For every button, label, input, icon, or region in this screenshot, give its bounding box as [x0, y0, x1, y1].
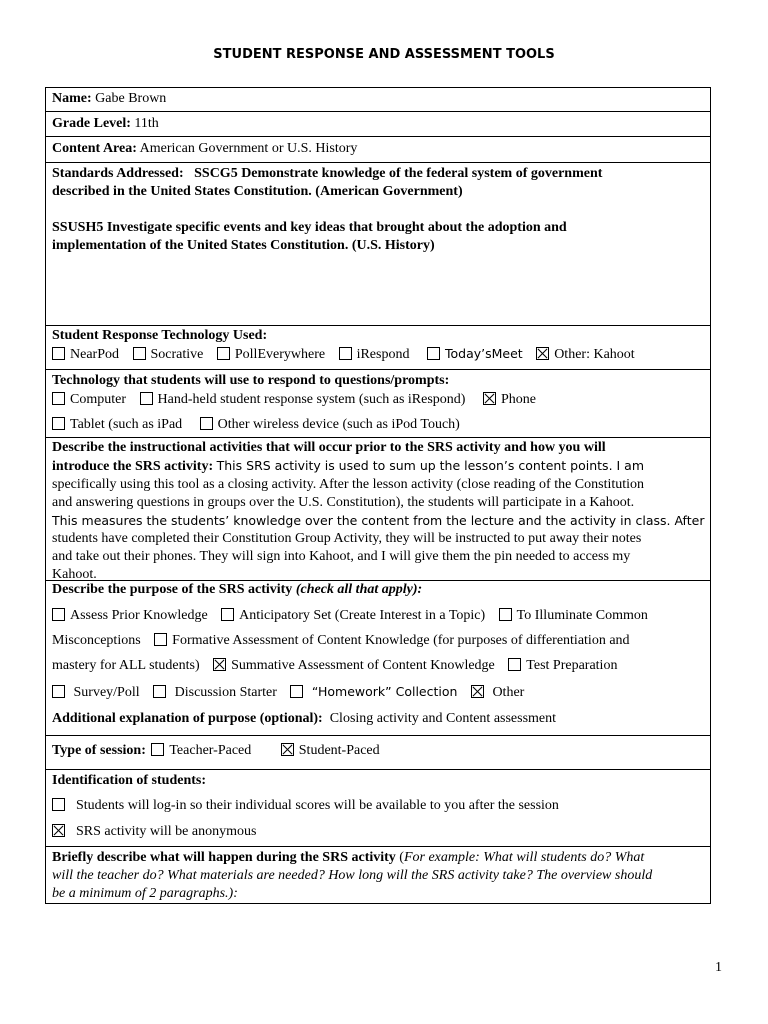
describe-text-1: For example: What will students do? What	[403, 850, 645, 865]
srt-row	[46, 326, 710, 370]
purpose-option-test-prep[interactable]: Test Preparation	[508, 658, 617, 673]
grade-row	[46, 112, 710, 137]
document-title: STUDENT RESPONSE AND ASSESSMENT TOOLS	[213, 47, 555, 62]
content-area-value: American Government or U.S. History	[139, 141, 358, 156]
checkbox[interactable]	[427, 347, 440, 360]
instruction-text-1: This SRS activity is used to sum up the lesson’s content points. I am	[216, 458, 645, 473]
purpose-label-note: (check all that apply):	[295, 582, 423, 597]
srt-option-nearpod[interactable]: NearPod	[52, 347, 119, 362]
checkbox[interactable]	[217, 347, 230, 360]
purpose-option-discussion[interactable]: Discussion Starter	[174, 685, 277, 700]
purpose-option-prior-knowledge[interactable]: Assess Prior Knowledge	[52, 608, 208, 623]
srt-option-socrative[interactable]: Socrative	[133, 347, 204, 362]
checkbox[interactable]	[52, 347, 65, 360]
page-number: 1	[715, 960, 722, 975]
tech-option-other-wireless[interactable]: Other wireless device (such as iPod Touch)	[200, 417, 460, 432]
additional-purpose-label: Additional explanation of purpose (optional):	[52, 711, 323, 726]
session-row	[46, 736, 710, 770]
standards-line-3: SSUSH5 Investigate specific events and key ideas that brought about the adoption and	[52, 220, 567, 235]
name-row	[46, 88, 710, 112]
checkbox[interactable]	[52, 608, 65, 621]
grade-value: 11th	[134, 116, 159, 131]
instruction-text-5: students have completed their Constitution Group Activity, they will be instructed to put away their notes	[52, 531, 642, 546]
checkbox[interactable]	[52, 685, 65, 698]
assessment-form	[45, 87, 711, 904]
instruction-row	[46, 438, 710, 581]
describe-open-paren: (	[399, 850, 404, 865]
tech-option-phone[interactable]: Phone	[483, 392, 536, 407]
checkbox-checked[interactable]	[281, 743, 294, 756]
srt-option-polleverywhere[interactable]: PollEverywhere	[217, 347, 325, 362]
tech-label: Technology that students will use to respond to questions/prompts:	[52, 373, 450, 388]
content-area-row	[46, 137, 710, 163]
name-label: Name:	[52, 91, 92, 106]
identification-option-anonymous[interactable]: SRS activity will be anonymous	[76, 824, 257, 839]
standards-row	[46, 163, 710, 326]
purpose-option-survey[interactable]: Survey/Poll	[73, 685, 140, 700]
additional-purpose-value: Closing activity and Content assessment	[329, 711, 557, 726]
checkbox[interactable]	[52, 798, 65, 811]
checkbox[interactable]	[290, 685, 303, 698]
checkbox[interactable]	[499, 608, 512, 621]
describe-text-3: be a minimum of 2 paragraphs.):	[52, 886, 238, 901]
checkbox-checked[interactable]	[471, 685, 484, 698]
standards-line-1: SSCG5 Demonstrate knowledge of the federal system of government	[194, 166, 603, 181]
standards-label: Standards Addressed:	[52, 166, 184, 181]
checkbox[interactable]	[140, 392, 153, 405]
checkbox[interactable]	[339, 347, 352, 360]
purpose-row	[46, 581, 710, 736]
describe-text-2: will the teacher do? What materials are needed? How long will the SRS activity take? The overview should	[52, 868, 653, 883]
instruction-label-1: Describe the instructional activities that will occur prior to the SRS activity and how you will	[52, 440, 606, 455]
instruction-text-3: and answering questions in groups over the U.S. Constitution), the students will participate in a Kahoot.	[52, 495, 635, 510]
instruction-text-2: specifically using this tool as a closing activity. After the lesson activity (close reading of the Constitution	[52, 477, 645, 492]
instruction-text-4: This measures the students’ knowledge over the content from the lecture and the activity in class. After	[52, 513, 705, 528]
describe-label: Briefly describe what will happen during the SRS activity	[52, 850, 396, 865]
srt-label: Student Response Technology Used:	[52, 328, 268, 343]
identification-label: Identification of students:	[52, 773, 207, 788]
purpose-option-misconceptions-cont: Misconceptions	[52, 633, 141, 648]
grade-label: Grade Level:	[52, 116, 131, 131]
identification-option-login[interactable]: Students will log-in so their individual scores will be available to you after the session	[76, 798, 559, 813]
checkbox-checked[interactable]	[213, 658, 226, 671]
session-option-student[interactable]: Student-Paced	[298, 743, 380, 758]
purpose-option-other[interactable]: Other	[492, 685, 525, 700]
checkbox-checked[interactable]	[483, 392, 496, 405]
srt-option-other-kahoot[interactable]: Other: Kahoot	[536, 347, 634, 362]
name-value: Gabe Brown	[95, 91, 167, 106]
checkbox[interactable]	[221, 608, 234, 621]
standards-line-4: implementation of the United States Constitution. (U.S. History)	[52, 238, 435, 253]
checkbox[interactable]	[151, 743, 164, 756]
checkbox[interactable]	[200, 417, 213, 430]
checkbox[interactable]	[508, 658, 521, 671]
checkbox[interactable]	[52, 417, 65, 430]
instruction-text-6: and take out their phones. They will sign into Kahoot, and I will give them the pin needed to access my	[52, 549, 631, 564]
checkbox[interactable]	[133, 347, 146, 360]
tech-row	[46, 370, 710, 438]
instruction-label-2: introduce the SRS activity:	[52, 459, 214, 474]
checkbox[interactable]	[153, 685, 166, 698]
purpose-label: Describe the purpose of the SRS activity	[52, 582, 293, 597]
checkbox[interactable]	[154, 633, 167, 646]
purpose-option-formative-cont: mastery for ALL students)	[52, 658, 200, 673]
srt-option-todaysmeet[interactable]: Today’sMeet	[427, 347, 523, 362]
tech-option-computer[interactable]: Computer	[52, 392, 126, 407]
purpose-option-formative[interactable]: Formative Assessment of Content Knowledge (for purposes of differentiation and	[154, 633, 629, 648]
checkbox[interactable]	[52, 392, 65, 405]
srt-option-irespond[interactable]: iRespond	[339, 347, 410, 362]
checkbox-checked[interactable]	[52, 824, 65, 837]
instruction-text-7: Kahoot.	[52, 567, 97, 581]
identification-row	[46, 770, 710, 847]
purpose-option-misconceptions[interactable]: To Illuminate Common	[499, 608, 648, 623]
session-label: Type of session:	[52, 743, 146, 758]
tech-option-handheld[interactable]: Hand-held student response system (such as iRespond)	[140, 392, 466, 407]
purpose-option-homework[interactable]: “Homework” Collection	[311, 684, 458, 699]
purpose-option-summative[interactable]: Summative Assessment of Content Knowledge	[213, 658, 495, 673]
content-area-label: Content Area:	[52, 141, 137, 156]
standards-line-2: described in the United States Constitution. (American Government)	[52, 184, 463, 199]
tech-option-tablet[interactable]: Tablet (such as iPad	[52, 417, 182, 432]
session-option-teacher[interactable]: Teacher-Paced	[169, 743, 252, 758]
describe-row	[46, 847, 710, 903]
purpose-option-anticipatory[interactable]: Anticipatory Set (Create Interest in a Topic)	[221, 608, 485, 623]
checkbox-checked[interactable]	[536, 347, 549, 360]
